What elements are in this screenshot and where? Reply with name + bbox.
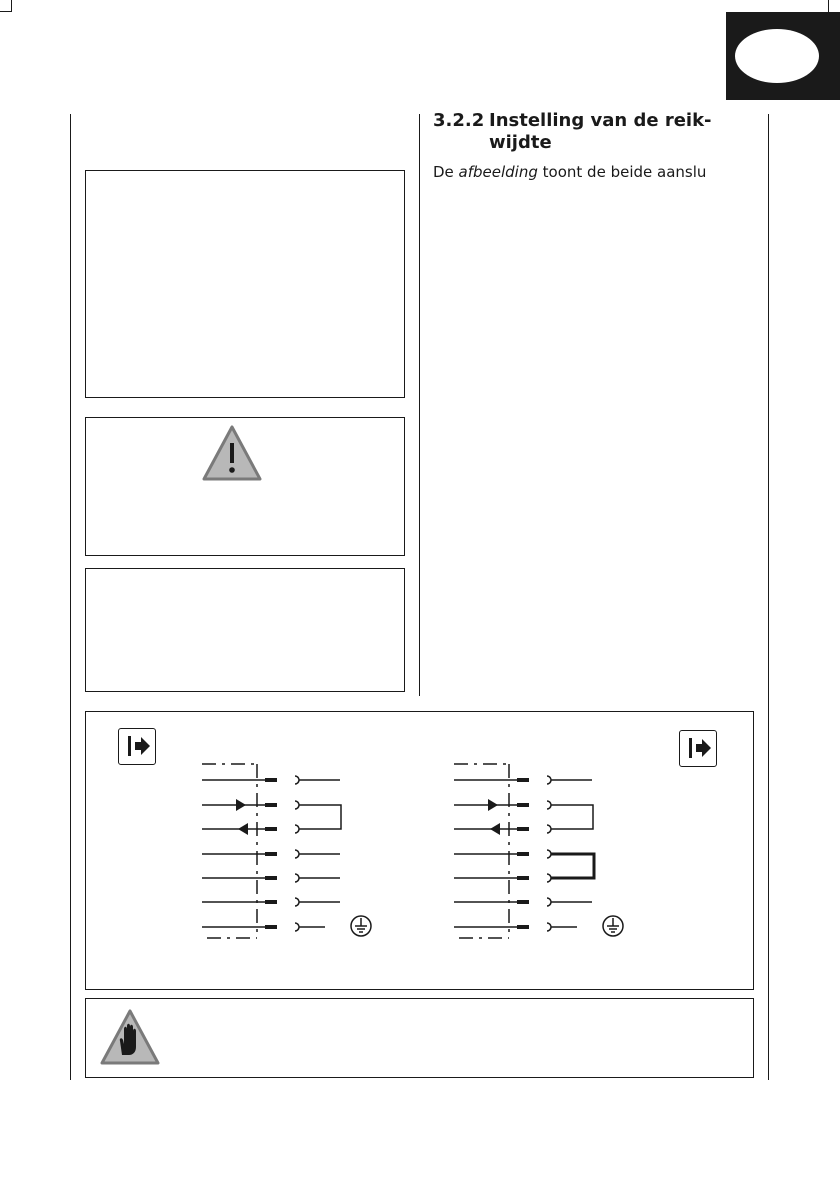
wiring-diagram-right xyxy=(447,758,647,948)
language-tab-icon xyxy=(735,29,819,83)
section-title-line2: wijdte xyxy=(489,132,552,153)
arrow-right-icon xyxy=(118,728,156,765)
body-text-start: De xyxy=(433,163,459,181)
body-text-end: toont de beide aanslu xyxy=(537,163,707,181)
wiring-diagram-box xyxy=(85,711,754,990)
crop-mark xyxy=(828,0,829,12)
wiring-diagram-left xyxy=(195,758,395,948)
right-margin-rule xyxy=(768,114,769,1080)
warning-triangle-icon xyxy=(200,423,264,485)
body-emphasis: afbeelding xyxy=(458,163,538,181)
crop-mark xyxy=(11,0,12,12)
stop-hand-icon xyxy=(98,1007,162,1069)
left-margin-rule xyxy=(70,114,71,1080)
body-paragraph xyxy=(433,162,733,182)
arrow-right-icon xyxy=(679,730,717,767)
warning-box xyxy=(85,417,405,556)
section-heading xyxy=(433,110,733,154)
column-divider xyxy=(419,114,420,696)
section-title-line1: Instelling van de reik- xyxy=(489,110,712,131)
note-box xyxy=(85,170,405,398)
section-number: 3.2.2 xyxy=(433,110,485,131)
info-box xyxy=(85,568,405,692)
caution-box xyxy=(85,998,754,1078)
